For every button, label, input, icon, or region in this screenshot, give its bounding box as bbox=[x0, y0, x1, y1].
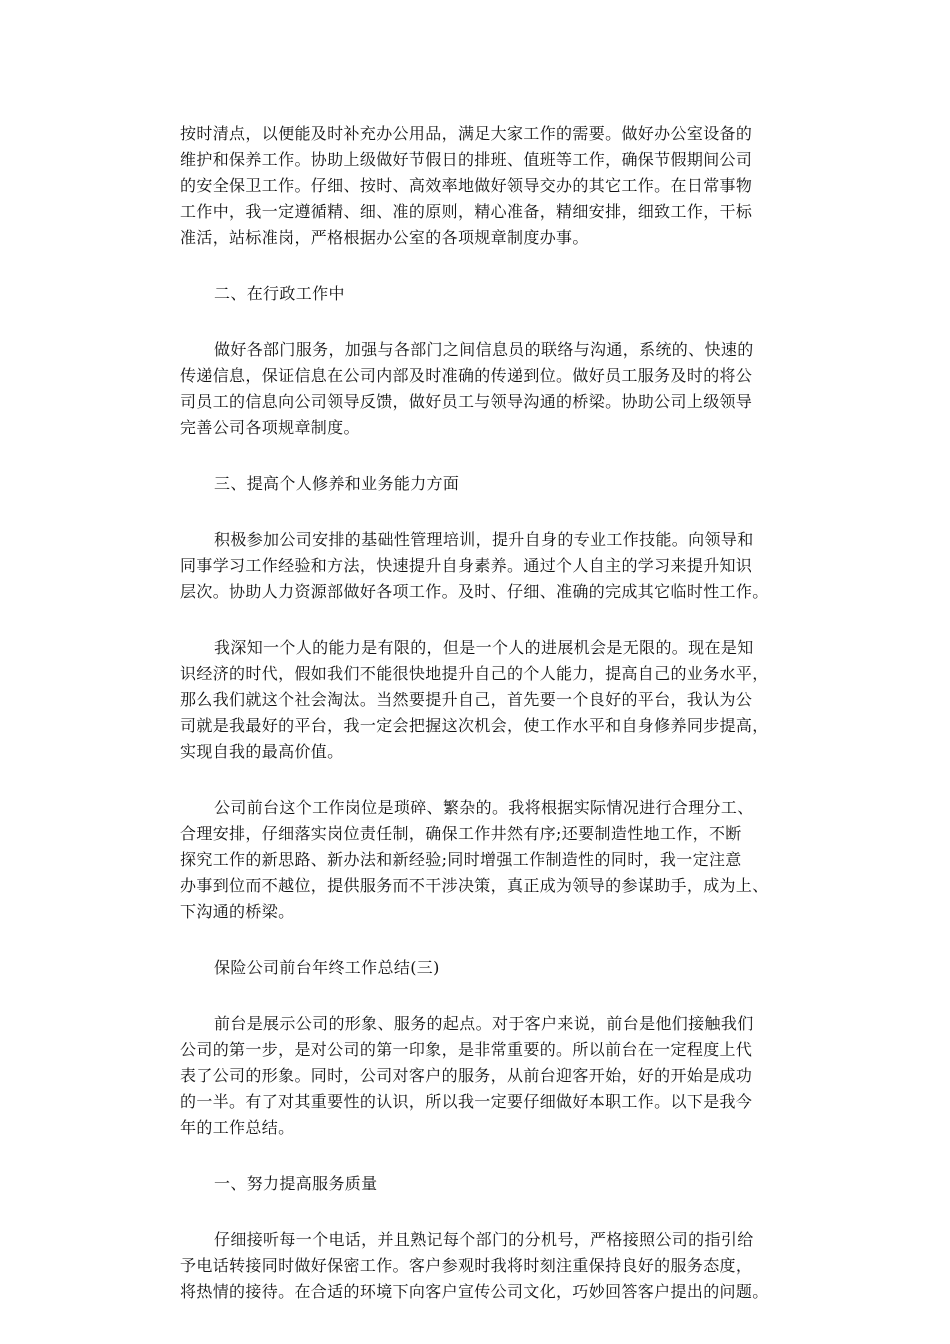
heading-text: 三、提高个人修养和业务能力方面 bbox=[214, 474, 460, 493]
text-line: 司就是我最好的平台，我一定会把握这次机会，使工作水平和自身修养同步提高， bbox=[180, 716, 769, 735]
paragraph-gap bbox=[180, 497, 790, 527]
section-heading-self-improvement bbox=[180, 471, 790, 497]
text-line: 予电话转接同时做好保密工作。客户参观时我将时刻注重保持良好的服务态度， bbox=[180, 1256, 753, 1275]
text-line: 探究工作的新思路、新办法和新经验;同时增强工作制造性的同时，我一定注意 bbox=[180, 850, 742, 869]
text-line: 同事学习工作经验和方法，快速提升自身素养。通过个人自主的学习来提升知识 bbox=[180, 556, 753, 575]
text-line: 下沟通的桥梁。 bbox=[180, 902, 295, 921]
paragraph-gap bbox=[180, 981, 790, 1011]
paragraph-gap bbox=[180, 605, 790, 635]
text-line: 的一半。有了对其重要性的认识，所以我一定要仔细做好本职工作。以下是我今 bbox=[180, 1092, 753, 1111]
paragraph-training bbox=[180, 527, 790, 605]
text-line: 表了公司的形象。同时，公司对客户的服务，从前台迎客开始，好的开始是成功 bbox=[180, 1066, 753, 1085]
text-line: 实现自我的最高价值。 bbox=[180, 742, 344, 761]
document-body bbox=[180, 121, 790, 1305]
section-heading-admin bbox=[180, 281, 790, 307]
section-heading-summary-three bbox=[180, 955, 790, 981]
paragraph-front-desk bbox=[180, 795, 790, 925]
text-line: 工作中，我一定遵循精、细、准的原则，精心准备，精细安排，细致工作，干标 bbox=[180, 202, 753, 221]
text-line: 公司的第一步，是对公司的第一印象，是非常重要的。所以前台在一定程度上代 bbox=[180, 1040, 753, 1059]
paragraph-gap bbox=[180, 1141, 790, 1171]
text-line: 公司前台这个工作岗位是琐碎、繁杂的。我将根据实际情况进行合理分工、 bbox=[214, 798, 754, 817]
paragraph-admin-work bbox=[180, 337, 790, 441]
paragraph-front-desk-image bbox=[180, 1011, 790, 1141]
text-line: 积极参加公司安排的基础性管理培训，提升自身的专业工作技能。向领导和 bbox=[214, 530, 754, 549]
text-line: 传递信息，保证信息在公司内部及时准确的传递到位。做好员工服务及时的将公 bbox=[180, 366, 753, 385]
paragraph-ability bbox=[180, 635, 790, 765]
paragraph-phone-service bbox=[180, 1227, 790, 1305]
text-line: 办事到位而不越位，提供服务而不干涉决策，真正成为领导的参谋助手，成为上、 bbox=[180, 876, 769, 895]
text-line: 司员工的信息向公司领导反馈，做好员工与领导沟通的桥梁。协助公司上级领导 bbox=[180, 392, 753, 411]
paragraph-gap bbox=[180, 925, 790, 955]
text-line: 年的工作总结。 bbox=[180, 1118, 295, 1137]
text-line: 仔细接听每一个电话，并且熟记每个部门的分机号，严格接照公司的指引给 bbox=[214, 1230, 754, 1249]
text-line: 识经济的时代，假如我们不能很快地提升自己的个人能力，提高自己的业务水平， bbox=[180, 664, 769, 683]
heading-text: 保险公司前台年终工作总结(三) bbox=[214, 958, 440, 977]
text-line: 准活，站标准岗，严格根据办公室的各项规章制度办事。 bbox=[180, 228, 589, 247]
paragraph-gap bbox=[180, 251, 790, 281]
text-line: 做好各部门服务，加强与各部门之间信息员的联络与沟通，系统的、快速的 bbox=[214, 340, 754, 359]
text-line: 的安全保卫工作。仔细、按时、高效率地做好领导交办的其它工作。在日常事物 bbox=[180, 176, 753, 195]
text-line: 完善公司各项规章制度。 bbox=[180, 418, 360, 437]
heading-text: 一、努力提高服务质量 bbox=[214, 1174, 378, 1193]
section-heading-service-quality bbox=[180, 1171, 790, 1197]
paragraph-gap bbox=[180, 765, 790, 795]
paragraph-gap bbox=[180, 307, 790, 337]
text-line: 维护和保养工作。协助上级做好节假日的排班、值班等工作，确保节假期间公司 bbox=[180, 150, 753, 169]
text-line: 合理安排，仔细落实岗位责任制，确保工作井然有序;还要制造性地工作，不断 bbox=[180, 824, 742, 843]
paragraph-office-duties bbox=[180, 121, 790, 251]
heading-text: 二、在行政工作中 bbox=[214, 284, 345, 303]
paragraph-gap bbox=[180, 441, 790, 471]
text-line: 按时清点，以便能及时补充办公用品，满足大家工作的需要。做好办公室设备的 bbox=[180, 124, 753, 143]
text-line: 层次。协助人力资源部做好各项工作。及时、仔细、准确的完成其它临时性工作。 bbox=[180, 582, 769, 601]
text-line: 将热情的接待。在合适的环境下向客户宣传公司文化，巧妙回答客户提出的问题。 bbox=[180, 1282, 769, 1301]
text-line: 那么我们就这个社会淘汰。当然要提升自己，首先要一个良好的平台，我认为公 bbox=[180, 690, 753, 709]
text-line: 前台是展示公司的形象、服务的起点。对于客户来说，前台是他们接触我们 bbox=[214, 1014, 754, 1033]
paragraph-gap bbox=[180, 1197, 790, 1227]
text-line: 我深知一个人的能力是有限的，但是一个人的进展机会是无限的。现在是知 bbox=[214, 638, 754, 657]
